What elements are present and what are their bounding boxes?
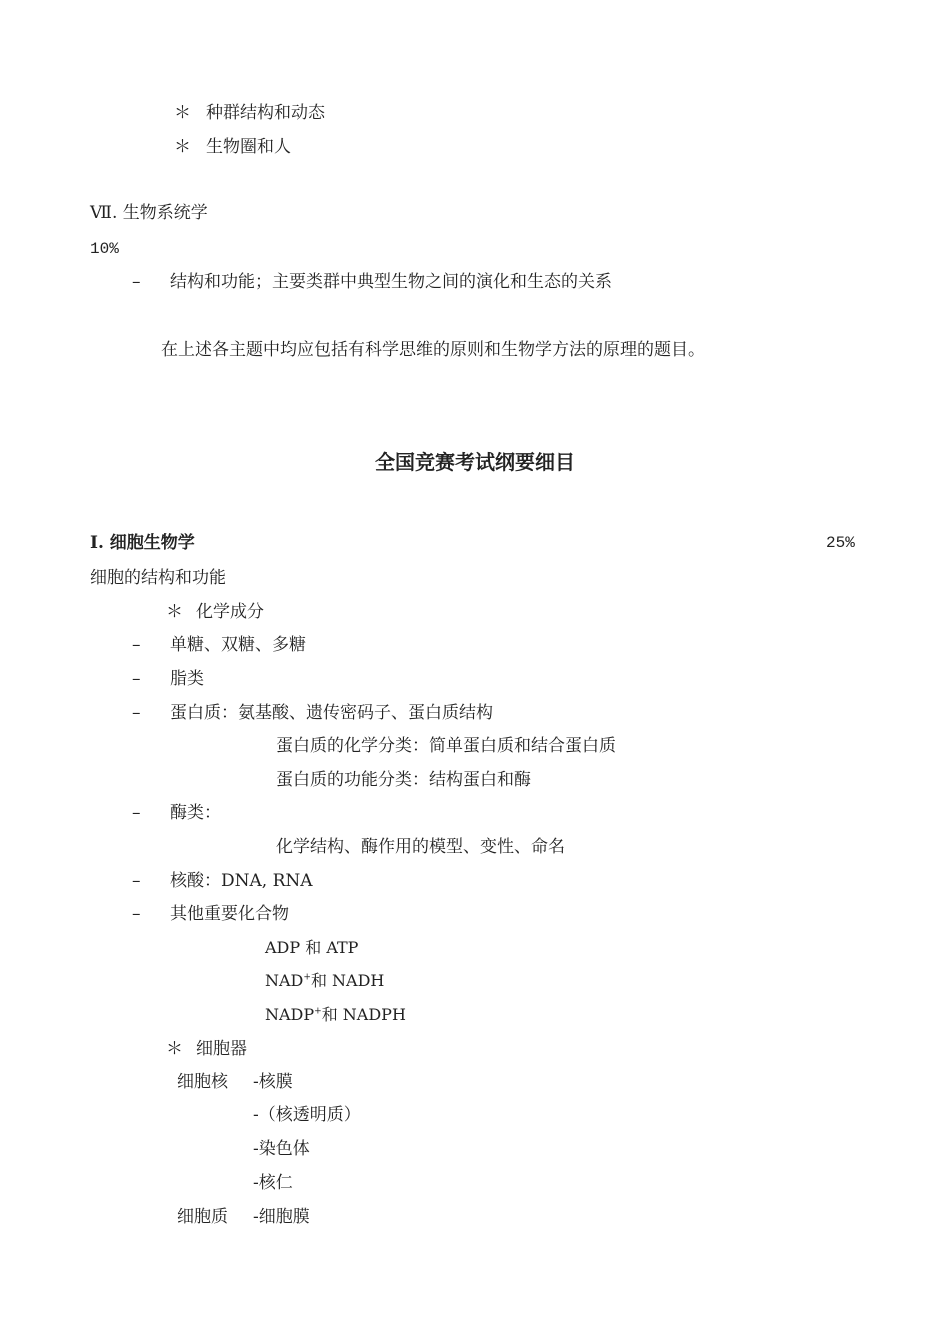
list-item: -细胞膜: [253, 1207, 310, 1227]
list-item: 生物圈和人: [206, 137, 291, 157]
compound-item: [265, 970, 384, 992]
sub-item: 蛋白质的功能分类：结构蛋白和酶: [276, 770, 531, 790]
compound-name: NADP: [265, 1005, 315, 1024]
sub-item: 化学结构、酶作用的模型、变性、命名: [276, 837, 565, 857]
list-item: 结构和功能；主要类群中典型生物之间的演化和生态的关系: [170, 272, 612, 292]
list-item: 其他重要化合物: [170, 904, 289, 924]
bullet-marker: ＊: [166, 1039, 183, 1059]
list-item: -核膜: [253, 1072, 293, 1092]
section-title: 细胞生物学: [109, 533, 195, 553]
dash-marker: –: [132, 904, 141, 924]
list-item: -染色体: [253, 1139, 310, 1159]
organelle-label: 细胞器: [196, 1039, 247, 1059]
compound-name: NAD: [265, 971, 304, 990]
dash-marker: –: [132, 669, 141, 689]
list-item: 核酸：DNA, RNA: [170, 871, 313, 891]
page-title: 全国竞赛考试纲要细目: [375, 450, 575, 474]
section-percent: 10%: [90, 240, 119, 258]
dash-marker: –: [132, 803, 141, 823]
subheading: 细胞的结构和功能: [90, 568, 226, 588]
chem-label: 化学成分: [196, 602, 264, 622]
list-item: 种群结构和动态: [206, 103, 325, 123]
note-paragraph: 在上述各主题中均应包括有科学思维的原则和生物学方法的原理的题目。: [161, 340, 705, 360]
section-roman: I.: [90, 533, 104, 553]
cytoplasm-label: 细胞质: [177, 1207, 228, 1227]
list-item: 蛋白质：氨基酸、遗传密码子、蛋白质结构: [170, 703, 493, 723]
bullet-marker: ＊: [174, 103, 191, 123]
section-heading: Ⅶ. 生物系统学: [90, 203, 208, 223]
compound-rest: 和 NADH: [310, 971, 385, 990]
list-item: -（核透明质）: [253, 1105, 361, 1125]
compound-rest: 和 NADPH: [321, 1005, 406, 1024]
list-item: 酶类：: [170, 803, 221, 823]
bullet-marker: ＊: [166, 602, 183, 622]
list-item: 单糖、双糖、多糖: [170, 635, 306, 655]
compound-item: [265, 1004, 406, 1026]
section-heading: [90, 532, 195, 554]
dash-marker: –: [132, 635, 141, 655]
bullet-marker: ＊: [174, 137, 191, 157]
dash-marker: –: [132, 272, 141, 292]
dash-marker: –: [132, 703, 141, 723]
superscript: +: [303, 972, 311, 983]
list-item: -核仁: [253, 1173, 293, 1193]
compound-item: ADP 和 ATP: [265, 938, 359, 957]
superscript: +: [314, 1006, 322, 1017]
sub-item: 蛋白质的化学分类：简单蛋白质和结合蛋白质: [276, 736, 616, 756]
list-item: 脂类: [170, 669, 204, 689]
dash-marker: –: [132, 871, 141, 891]
nucleus-label: 细胞核: [177, 1072, 228, 1092]
section-percent: 25%: [826, 534, 855, 552]
